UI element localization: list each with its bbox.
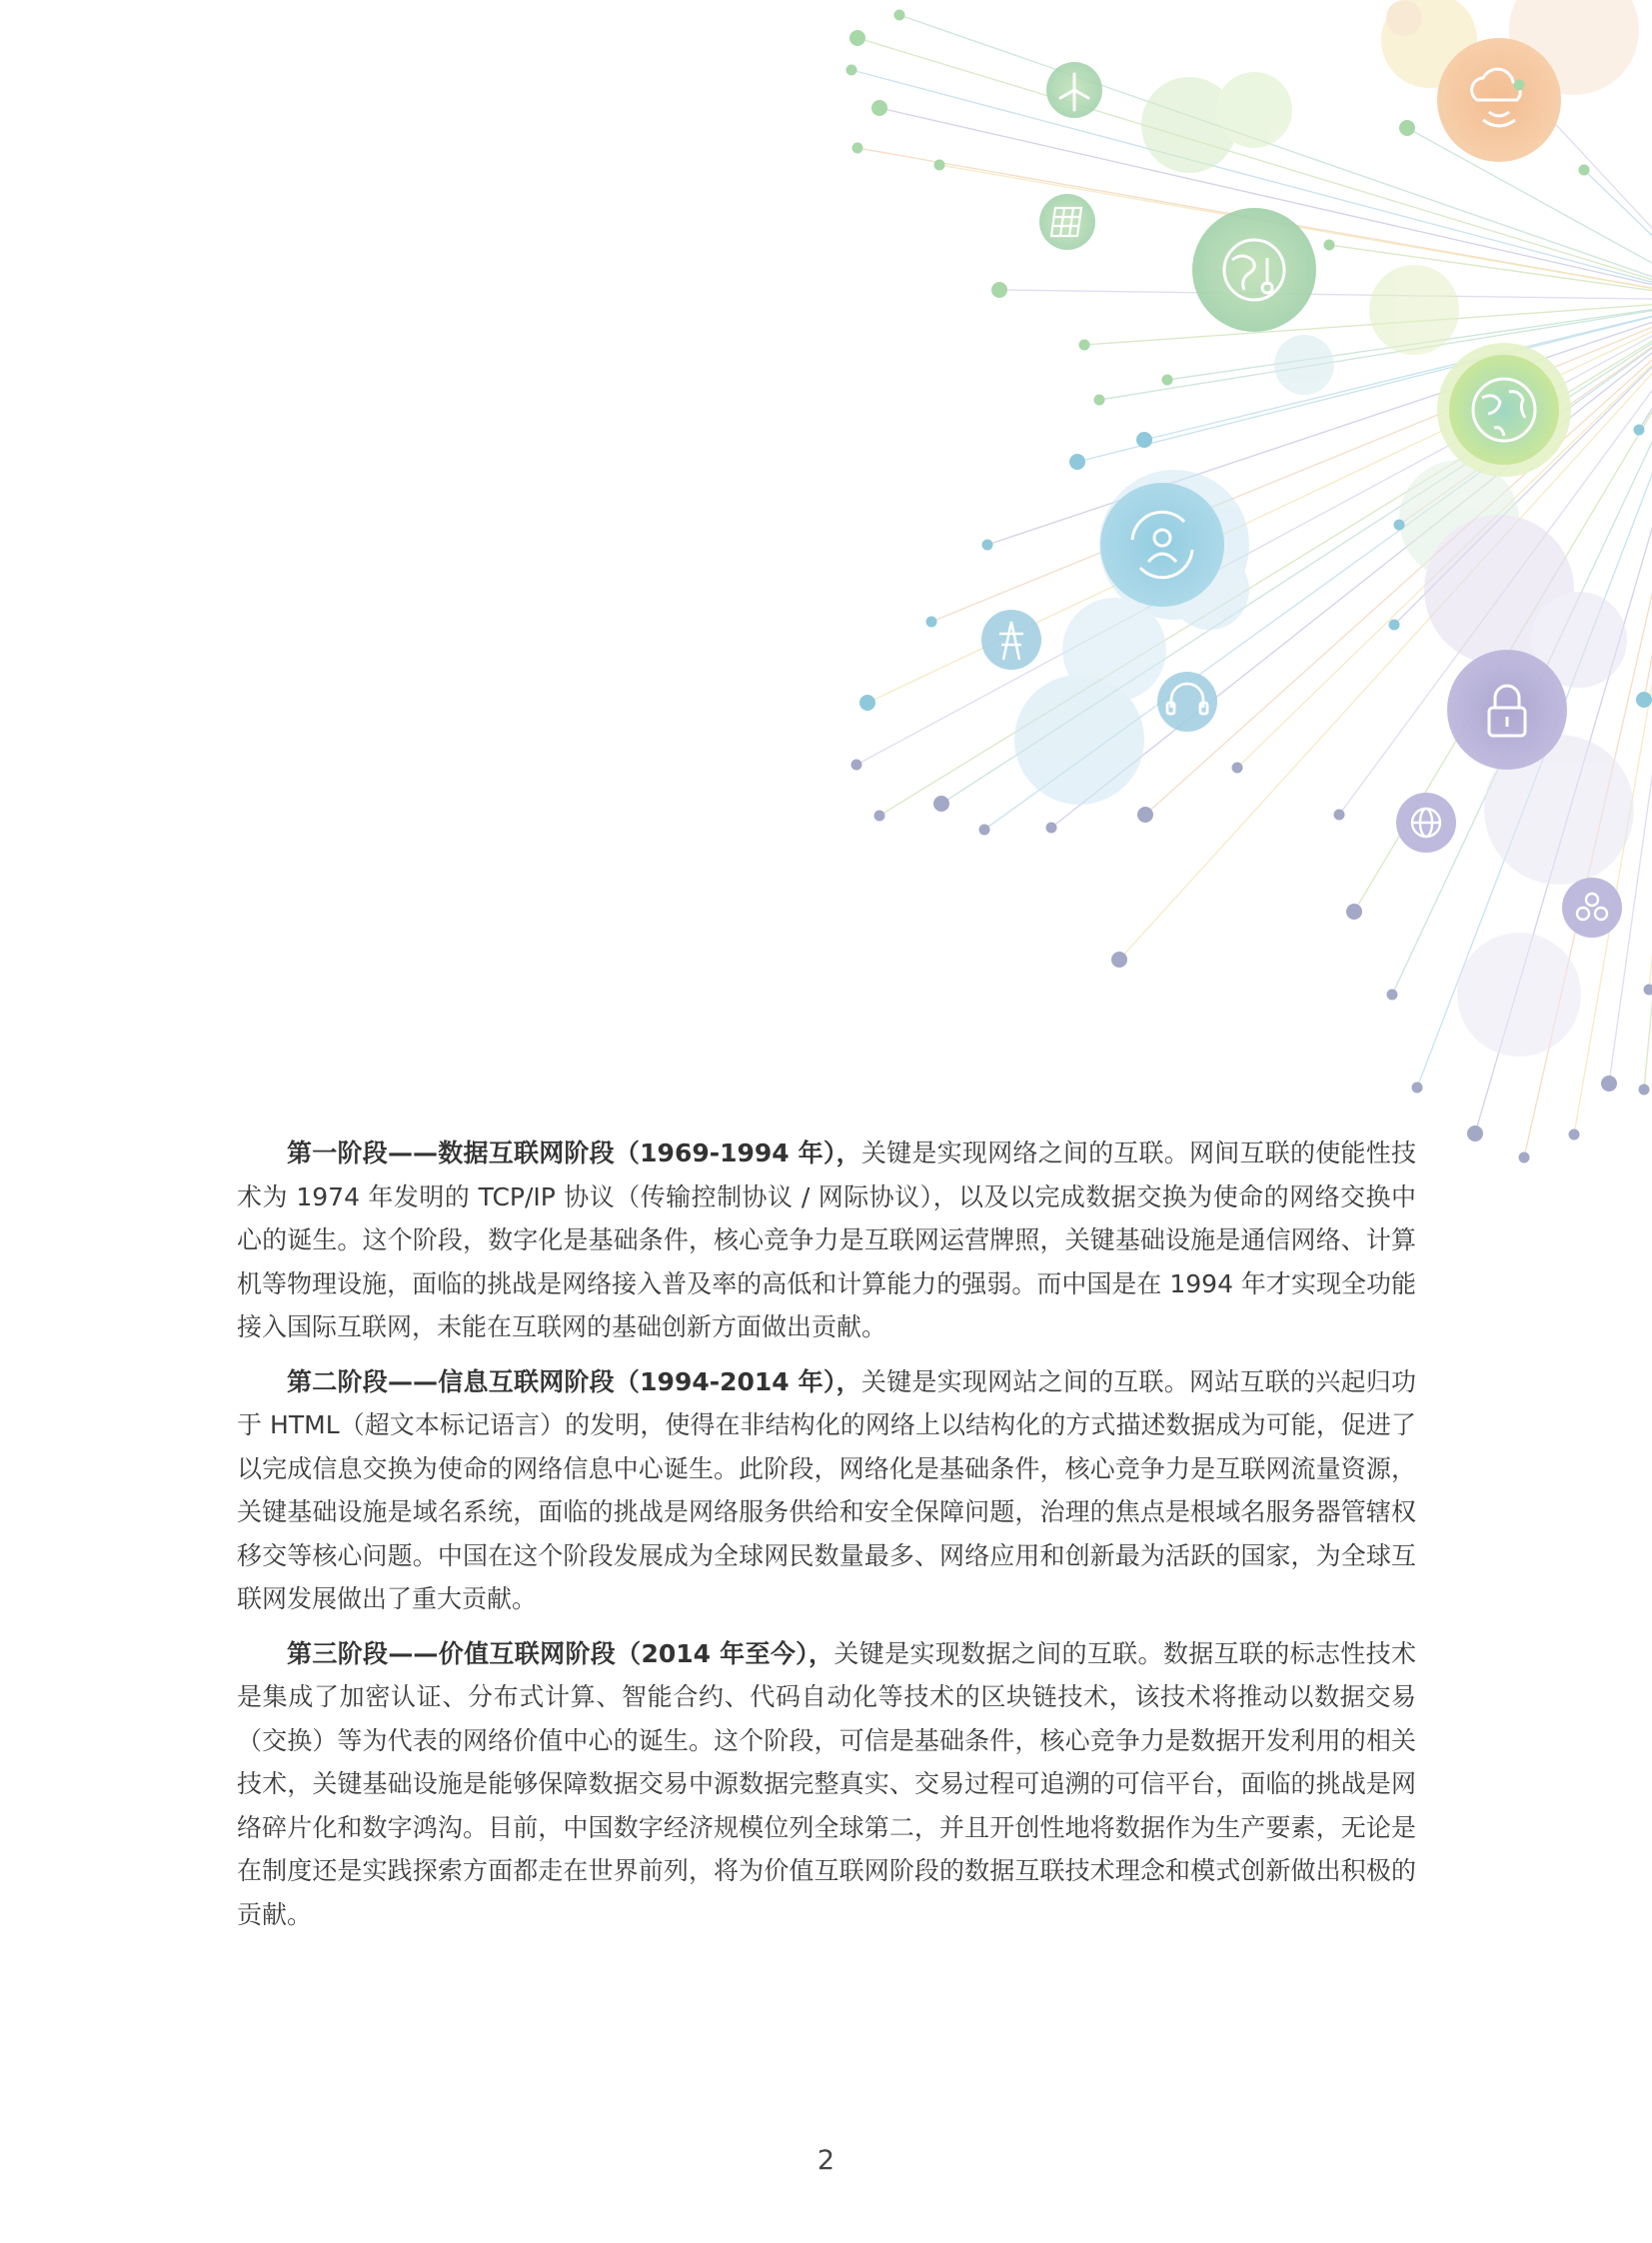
ray-dot	[1389, 620, 1400, 631]
earth-icon	[1437, 343, 1571, 477]
web-globe-icon	[1396, 793, 1456, 853]
ray-dot	[1334, 810, 1345, 821]
ray-dot	[982, 540, 993, 551]
stage-one-paragraph	[237, 1131, 1416, 1349]
ray-dot	[1046, 823, 1057, 834]
ray-dot	[1467, 1125, 1483, 1141]
ray-dot	[1136, 432, 1152, 448]
ray-dot	[1069, 454, 1085, 470]
power-tower-icon	[981, 610, 1041, 670]
ray-dot	[871, 100, 887, 116]
ray-dot	[849, 30, 865, 46]
solar-panel-icon	[1039, 194, 1095, 250]
ray-dot	[1569, 1129, 1580, 1140]
ray-dot	[1519, 1152, 1530, 1163]
ray-line	[1644, 300, 1652, 700]
ray-dot	[1162, 375, 1173, 386]
stage-two-heading: 第二阶段——信息互联网阶段（1994-2014 年），	[287, 1366, 861, 1396]
ray-dot	[859, 695, 875, 711]
wind-turbine-icon	[1046, 62, 1102, 118]
ray-dot	[846, 65, 857, 76]
article-body	[237, 1131, 1416, 1947]
ray-dot	[1399, 120, 1415, 136]
ray-dot	[1094, 395, 1105, 406]
ray-dot	[1394, 520, 1405, 531]
ray-dot	[1232, 763, 1243, 774]
ray-line	[999, 290, 1652, 300]
globe-climate-icon	[1192, 208, 1316, 332]
ray-dot	[1137, 807, 1153, 823]
ray-dot	[933, 796, 949, 812]
headset-icon	[1157, 672, 1217, 732]
ray-dot	[1601, 1076, 1617, 1092]
ray-dot	[1644, 985, 1652, 996]
ray-dot	[1324, 240, 1335, 251]
ray-dot	[934, 160, 945, 171]
ray-dot	[1346, 904, 1362, 920]
ray-dot	[1639, 1085, 1650, 1096]
cloud-signal-icon	[1437, 38, 1561, 162]
ray-dot	[874, 811, 885, 822]
stage-three-text: 关键是实现数据之间的互联。数据互联的标志性技术是集成了加密认证、分布式计算、智能合约、代码自动化等技术的区块链技术，该技术将推动以数据交易（交换）等为代表的网络价值中心的诞生。这个阶段，可信是基础条件，核心竞争力是数据开发利用的相关技术，关键基础设施是能够保障数据交易中源数据完整真实、交易过程可追溯的可信平台，面临的挑战是网络碎片化和数字鸿沟。目前，中国数字经济规模位列全球第二，并且开创性地将数据作为生产要素，无论是在制度还是实践探索方面都走在世界前列，将为价值互联网阶段的数据互联技术理念和模式创新做出积极的贡献。	[237, 1638, 1416, 1929]
stage-three-heading: 第三阶段——价值互联网阶段（2014 年至今），	[287, 1638, 834, 1668]
ray-dot	[1111, 952, 1127, 968]
ray-line	[1584, 170, 1652, 300]
page-number: 2	[817, 2145, 835, 2176]
stage-two-text: 关键是实现网站之间的互联。网站互联的兴起归功于 HTML（超文本标记语言）的发明，使得在非结构化的网络上以结构化的方式描述数据成为可能，促进了以完成信息交换为使命的网络信息中心诞生。此阶段，网络化是基础条件，核心竞争力是互联网流量资源，关键基础设施是域名系统，面临的挑战是网络服务供给和安全保障问题，治理的焦点是根域名服务器管辖权移交等核心问题。中国在这个阶段发展成为全球网民数量最多、网络应用和创新最为活跃的国家，为全球互联网发展做出了重大贡献。	[237, 1366, 1416, 1613]
ray-dot	[851, 760, 862, 771]
ray-dot	[926, 617, 937, 628]
ray-dot	[991, 282, 1007, 298]
lock-icon	[1447, 650, 1567, 770]
user-sync-icon	[1100, 483, 1224, 607]
ray-dot	[852, 143, 863, 154]
ray-dot	[1079, 340, 1090, 351]
molecule-icon	[1562, 878, 1622, 938]
ray-dot	[1636, 692, 1652, 708]
stage-one-text: 关键是实现网络之间的互联。网间互联的使能性技术为 1974 年发明的 TCP/IP 协议（传输控制协议 / 网际协议），以及以完成数据交换为使命的网络交换中心的诞生。这个阶段，数字化是基础条件，核心竞争力是互联网运营牌照，关键基础设施是通信网络、计算机等物理设施，面临的挑战是网络接入普及率的高低和计算能力的强弱。而中国是在 1994 年才实现全功能接入国际互联网，未能在互联网的基础创新方面做出贡献。	[237, 1138, 1416, 1341]
ray-dot	[894, 10, 905, 21]
ray-dot	[1634, 425, 1645, 436]
ray-dot	[1387, 990, 1398, 1001]
stage-one-heading: 第一阶段——数据互联网阶段（1969-1994 年），	[287, 1138, 861, 1167]
ray-dot	[1514, 80, 1525, 91]
ray-dot	[1412, 1083, 1423, 1094]
ray-dot	[1579, 165, 1590, 176]
ray-dot	[979, 825, 990, 836]
stage-two-paragraph	[237, 1360, 1416, 1621]
stage-three-paragraph	[237, 1632, 1416, 1937]
